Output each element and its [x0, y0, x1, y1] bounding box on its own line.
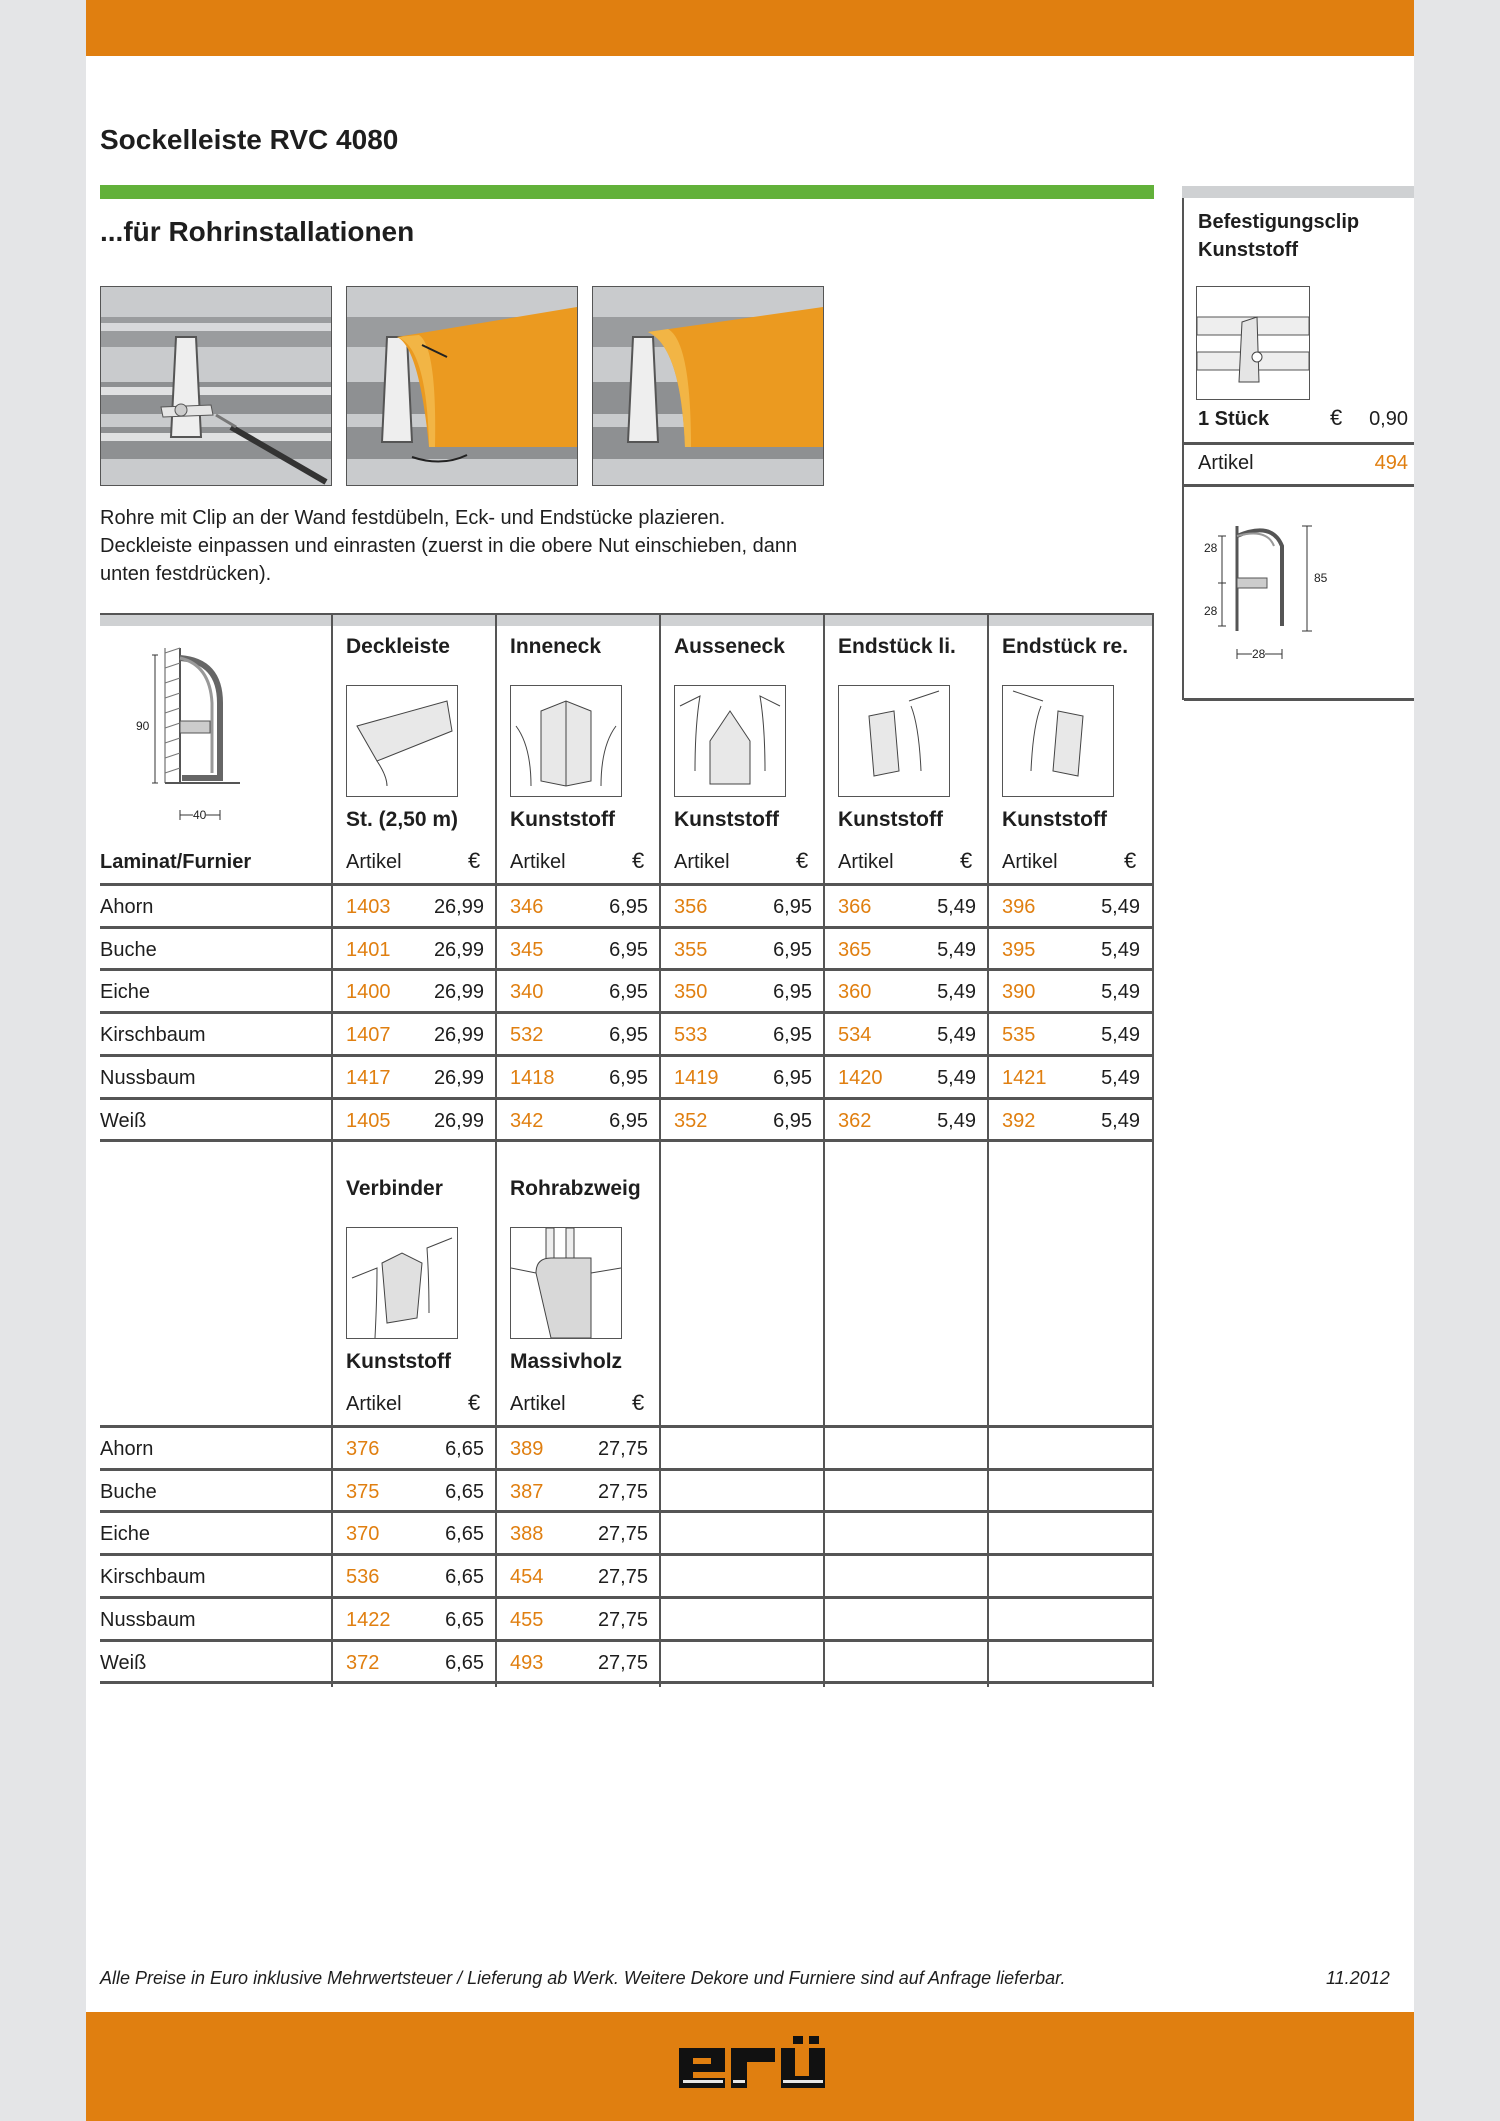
euro-col-header: €: [632, 848, 645, 873]
clip-dim-bottom: 28: [1204, 604, 1218, 618]
material-label: Kunststoff: [510, 808, 615, 831]
material-label: Kunststoff: [1002, 808, 1107, 831]
article-number: 370: [346, 1523, 380, 1546]
price-value: 6,65: [445, 1438, 484, 1460]
clip-dimension-drawing: [1202, 506, 1402, 666]
row-divider: [100, 968, 1154, 971]
row-divider: [100, 1681, 1154, 1684]
material-label: Kunststoff: [838, 808, 943, 831]
clip-article-label: Artikel: [1198, 452, 1254, 474]
price-value: 6,65: [445, 1480, 484, 1503]
article-number: 493: [510, 1651, 544, 1674]
article-number: 533: [674, 1024, 708, 1047]
article-col-header: Artikel: [346, 851, 402, 873]
price-value: 6,65: [445, 1523, 484, 1546]
row-divider: [100, 1011, 1154, 1014]
article-number: 1421: [1002, 1066, 1047, 1089]
col-divider: [823, 613, 825, 1139]
install-step-3-image: [592, 286, 824, 486]
col-divider: [659, 1142, 661, 1687]
price-value: 5,49: [1101, 1024, 1140, 1047]
price-value: 6,95: [609, 1109, 648, 1132]
price-value: 27,75: [597, 1523, 648, 1546]
article-number: 362: [838, 1109, 872, 1132]
col-divider: [1152, 1142, 1154, 1687]
profile-drawing: [136, 643, 260, 833]
article-col-header: Artikel: [510, 851, 566, 873]
panel-title-line: Kunststoff: [1198, 239, 1298, 261]
price-value: 27,75: [597, 1438, 648, 1460]
price-value: 5,49: [937, 896, 976, 918]
row-divider: [100, 1639, 1154, 1642]
price-table-main: [100, 613, 1154, 1139]
price-value: 6,95: [609, 981, 648, 1004]
article-number: 352: [674, 1109, 708, 1132]
article-number: 365: [838, 938, 872, 961]
article-number: 395: [1002, 938, 1036, 961]
article-number: 340: [510, 981, 544, 1004]
col-divider: [331, 1142, 333, 1687]
article-number: 346: [510, 896, 544, 918]
footer-note: Alle Preise in Euro inklusive Mehrwertsteuer / Lieferung ab Werk. Weitere Dekore und Furniere sind auf Anfrage lieferbar.: [100, 1968, 1066, 1988]
price-value: 26,99: [433, 1024, 484, 1047]
article-number: 389: [510, 1438, 544, 1460]
price-value: 27,75: [597, 1651, 648, 1674]
article-number: 534: [838, 1024, 872, 1047]
clip-dim-top: 28: [1204, 541, 1218, 555]
article-number: 355: [674, 938, 708, 961]
euro-col-header: €: [1124, 848, 1137, 873]
article-number: 1422: [346, 1608, 391, 1631]
clip-price: 0,90: [1369, 408, 1408, 430]
col-divider: [331, 613, 333, 1139]
end-piece-right-icon: [1002, 685, 1114, 797]
table-header-band: [100, 613, 1154, 626]
article-number: 455: [510, 1608, 544, 1631]
row-label: Kirschbaum: [100, 1566, 206, 1589]
pipe-branch-icon: [510, 1227, 622, 1339]
article-number: 1401: [346, 938, 391, 961]
column-header-inneneck: Inneneck: [510, 635, 602, 658]
article-number: 1417: [346, 1066, 391, 1089]
panel-divider: [1184, 484, 1414, 487]
row-label: Eiche: [100, 1523, 151, 1546]
row-label: Weiß: [100, 1109, 147, 1132]
price-value: 6,95: [773, 1066, 812, 1089]
price-value: 5,49: [937, 1024, 976, 1047]
price-value: 26,99: [433, 981, 484, 1004]
clip-dim-width: 28: [1252, 647, 1266, 661]
col-divider: [659, 613, 661, 1139]
inner-corner-icon: [510, 685, 622, 797]
price-value: 5,49: [937, 981, 976, 1004]
col-divider: [495, 1142, 497, 1687]
article-number: 532: [510, 1024, 544, 1047]
column-header-ausseneck: Ausseneck: [674, 635, 785, 658]
column-header-deckleiste: Deckleiste: [346, 635, 450, 658]
install-step-2-image: [346, 286, 578, 486]
row-label: Ahorn: [100, 1438, 154, 1460]
price-table-accessories: [100, 1142, 1154, 1687]
article-number: 342: [510, 1109, 544, 1132]
price-value: 27,75: [597, 1608, 648, 1631]
price-value: 5,49: [1101, 938, 1140, 961]
row-label: Nussbaum: [100, 1608, 196, 1631]
material-label: Kunststoff: [346, 1350, 451, 1373]
col-divider: [1152, 613, 1154, 1139]
price-value: 6,95: [609, 1066, 648, 1089]
row-label: Kirschbaum: [100, 1024, 206, 1047]
price-value: 5,49: [1101, 1109, 1140, 1132]
price-value: 5,49: [1101, 981, 1140, 1004]
article-number: 1407: [346, 1024, 391, 1047]
panel-title-line: Befestigungsclip: [1198, 211, 1360, 233]
material-label: Massivholz: [510, 1350, 623, 1373]
article-number: 536: [346, 1566, 380, 1589]
row-divider: [100, 1097, 1154, 1100]
eru-logo: [675, 2032, 829, 2094]
price-value: 6,95: [609, 896, 648, 918]
price-value: 27,75: [597, 1480, 648, 1503]
publication-date: 11.2012: [1326, 1968, 1390, 1988]
price-value: 5,49: [937, 938, 976, 961]
row-divider: [100, 926, 1154, 929]
profile-height-dim: 90: [136, 719, 150, 733]
article-number: 388: [510, 1523, 544, 1546]
panel-divider: [1184, 442, 1414, 445]
price-value: 5,49: [1101, 1066, 1140, 1089]
col-divider: [823, 1142, 825, 1687]
row-label: Nussbaum: [100, 1066, 196, 1089]
row-label: Ahorn: [100, 896, 154, 918]
row-label: Weiß: [100, 1651, 147, 1674]
article-number: 1420: [838, 1066, 883, 1089]
material-label: St. (2,50 m): [346, 808, 459, 831]
article-number: 1419: [674, 1066, 719, 1089]
row-divider: [100, 883, 1154, 886]
article-number: 390: [1002, 981, 1036, 1004]
row-label: Eiche: [100, 981, 151, 1004]
row-label: Buche: [100, 1480, 157, 1503]
price-value: 26,99: [433, 1109, 484, 1132]
column-header-endstueck-li: Endstück li.: [838, 635, 956, 658]
article-number: 1403: [346, 896, 391, 918]
clip-dim-height: 85: [1314, 571, 1328, 585]
row-divider: [100, 1425, 1154, 1428]
article-number: 345: [510, 938, 544, 961]
col-divider: [987, 613, 989, 1139]
euro-col-header: €: [796, 848, 809, 873]
installation-description: Rohre mit Clip an der Wand festdübeln, Eck- und Endstücke plazieren. Deckleiste einpassen und einrasten (zuerst in die obere Nut einschieben, dann unten festdrücken).: [100, 507, 798, 585]
article-number: 350: [674, 981, 708, 1004]
euro-col-header: €: [632, 1390, 645, 1415]
install-step-1-image: [100, 286, 332, 486]
price-value: 5,49: [937, 1066, 976, 1089]
end-piece-left-icon: [838, 685, 950, 797]
green-divider: [100, 185, 1154, 199]
price-value: 6,95: [773, 1024, 812, 1047]
article-number: 372: [346, 1651, 380, 1674]
clip-euro-sign: €: [1330, 405, 1343, 430]
mounting-clip-icon: [1196, 286, 1310, 400]
top-brand-bar: [86, 0, 1414, 56]
euro-col-header: €: [960, 848, 973, 873]
connector-icon: [346, 1227, 458, 1339]
row-divider: [100, 1510, 1154, 1513]
price-value: 27,75: [597, 1566, 648, 1589]
article-number: 1418: [510, 1066, 555, 1089]
price-value: 6,65: [445, 1566, 484, 1589]
price-value: 26,99: [433, 896, 484, 918]
article-number: 356: [674, 896, 708, 918]
article-number: 392: [1002, 1109, 1036, 1132]
article-col-header: Artikel: [838, 851, 894, 873]
mounting-clip-panel: [1182, 186, 1414, 700]
price-value: 26,99: [433, 938, 484, 961]
clip-quantity: 1 Stück: [1198, 408, 1270, 430]
row-divider: [100, 1553, 1154, 1556]
article-number: 396: [1002, 896, 1036, 918]
row-divider: [100, 1054, 1154, 1057]
price-value: 6,95: [773, 896, 812, 918]
article-col-header: Artikel: [674, 851, 730, 873]
euro-col-header: €: [468, 848, 481, 873]
cover-strip-icon: [346, 685, 458, 797]
article-col-header: Artikel: [346, 1393, 402, 1415]
article-number: 376: [346, 1438, 380, 1460]
article-number: 535: [1002, 1024, 1036, 1047]
article-number: 387: [510, 1480, 544, 1503]
outer-corner-icon: [674, 685, 786, 797]
price-value: 6,95: [773, 981, 812, 1004]
article-number: 360: [838, 981, 872, 1004]
price-value: 6,65: [445, 1608, 484, 1631]
panel-title: [1198, 208, 1359, 264]
material-label: Kunststoff: [674, 808, 779, 831]
article-number: 1400: [346, 981, 391, 1004]
row-label: Buche: [100, 938, 157, 961]
price-value: 6,95: [773, 938, 812, 961]
col-divider: [495, 613, 497, 1139]
article-col-header: Artikel: [1002, 851, 1058, 873]
price-value: 26,99: [433, 1066, 484, 1089]
section-subtitle: ...für Rohrinstallationen: [100, 216, 415, 247]
column-header-endstueck-re: Endstück re.: [1002, 635, 1129, 658]
article-col-header: Artikel: [510, 1393, 566, 1415]
row-divider: [100, 1596, 1154, 1599]
price-value: 5,49: [937, 1109, 976, 1132]
article-number: 366: [838, 896, 872, 918]
column-header-rohrabzweig: Rohrabzweig: [510, 1177, 641, 1200]
column-header-verbinder: Verbinder: [346, 1177, 443, 1200]
panel-header-band: [1182, 186, 1414, 198]
price-value: 5,49: [1101, 896, 1140, 918]
price-sheet-page: [86, 0, 1414, 2121]
row-divider: [100, 1468, 1154, 1471]
price-value: 6,65: [445, 1651, 484, 1674]
page-title: Sockelleiste RVC 4080: [100, 124, 399, 155]
col-divider: [987, 1142, 989, 1687]
row-header-laminat: Laminat/Furnier: [100, 851, 252, 873]
price-value: 6,95: [609, 1024, 648, 1047]
article-number: 1405: [346, 1109, 391, 1132]
article-number: 375: [346, 1480, 380, 1503]
price-value: 6,95: [609, 938, 648, 961]
panel-bottom-rule: [1184, 698, 1414, 701]
clip-article-number: 494: [1374, 452, 1408, 474]
article-number: 454: [510, 1566, 544, 1589]
profile-width-dim: 40: [193, 808, 207, 822]
price-value: 6,95: [773, 1109, 812, 1132]
euro-col-header: €: [468, 1390, 481, 1415]
